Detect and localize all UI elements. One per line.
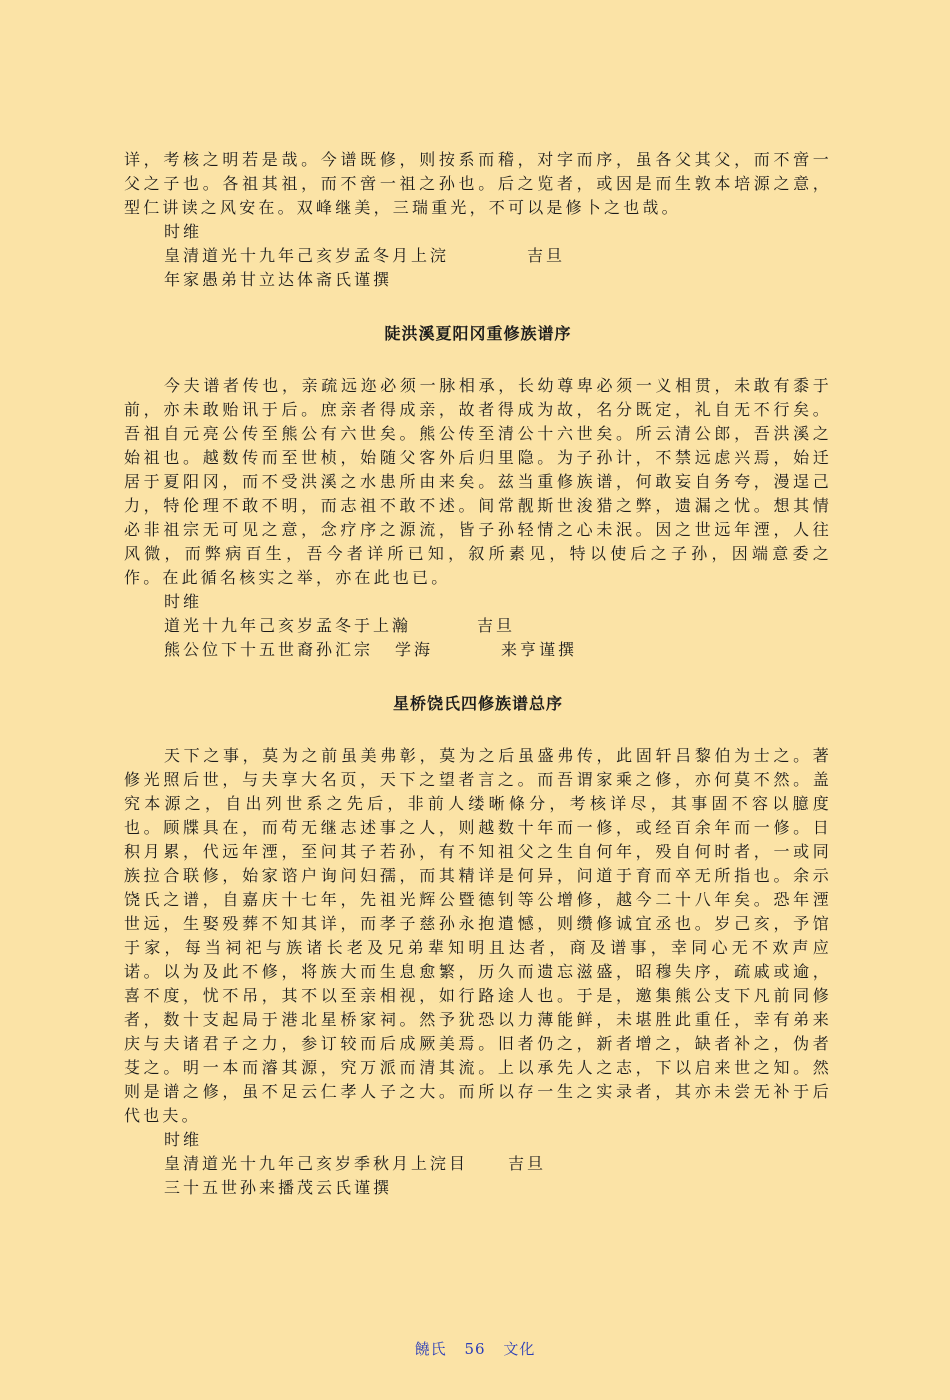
section3-author: 三十五世孙来播茂云氏谨撰 — [164, 1178, 393, 1197]
section3-date-text: 皇清道光十九年己亥岁季秋月上浣目 — [164, 1154, 469, 1173]
section2-author — [124, 638, 832, 662]
section2-author-a: 熊公位下十五世裔孙汇宗 — [164, 640, 374, 659]
section3-body: 天下之事，莫为之前虽美弗彰，莫为之后虽盛弗传，此固轩吕黎伯为士之。著修光照后世，与夫享大名页，天下之望者言之。而吾谓家乘之修，亦何莫不然。盖究本源之，自出列世系之先后，非前人缕晰條分，考核详尽，其事固不容以臆度也。顾牒具在，而苟无继志述事之人，则越数十年而一修，或经百余年而一修。日积月累，代远年湮，至问其子若孙，有不知祖父之生自何年，殁自何时者，一或同族拉合联修，始家谘户询问妇孺，而其精详是何异，问道于育而卒无所指也。余示饶氏之谱，自嘉庆十七年，先祖光辉公暨德钊等公增修，越今二十八年矣。恐年湮世远，生娶殁葬不知其详，而孝子慈孙永抱遣憾，则缵修诚宜丞也。岁己亥，予馆于家，每当祠祀与族诸长老及兄弟辈知明且达者，商及谱事，幸同心无不欢声应诺。以为及此不修，将族大而生息愈繁，历久而遗忘滋盛，昭穆失序，疏戚或逾，喜不度，忧不吊，其不以至亲相视，如行路途人也。于是，邀集熊公支下凡前同修者，数十支起局于港北星桥家祠。然予犹恐以力薄能鲜，未堪胜此重任，幸有弟来庆与夫诸君子之力，参订较而后成厥美焉。旧者仍之，新者增之，缺者补之，伪者芟之。明一本而濬其源，究万派而清其流。上以承先人之志，下以启来世之知。然则是谱之修，虽不足云仁孝人子之大。而所以存一生之实录者，其亦未尝无补于后代也夫。 — [124, 746, 832, 1125]
section1-date-text: 皇清道光十九年己亥岁孟冬月上浣 — [164, 246, 450, 265]
section1-shiwei: 时维 — [164, 222, 203, 241]
section2-shiwei: 时维 — [164, 592, 203, 611]
section2-body: 今夫谱者传也，亲疏远迩必须一脉相承，长幼尊卑必须一义相贯，未敢有黍于前，亦未敢贻讯于后。庶亲者得成亲，故者得成为故，名分既定，礼自无不行矣。吾祖自元亮公传至熊公有六世矣。熊公传至清公十六世矣。所云清公郎，吾洪溪之始祖也。越数传而至世桢，始随父客外后归里隐。为子孙计，不禁远虑兴焉，始迁居于夏阳冈，而不受洪溪之水患所由来矣。兹当重修族谱，何敢妄自务夸，漫逞己力，特伦理不敢不明，而志祖不敢不述。间常靓斯世浚猎之弊，遗漏之忧。想其情必非祖宗无可见之意，念疗序之源流，皆子孙轻情之心未泯。因之世远年湮，人往风微，而弊病百生，吾今者详所已知，叙所素见，特以使后之子孙，因端意委之作。在此循名核实之举，亦在此也已。 — [124, 376, 832, 587]
section1-date-suffix: 吉旦 — [527, 246, 566, 265]
section1-author: 年家愚弟甘立达体斋氏谨撰 — [164, 270, 393, 289]
section2-author-c: 来亨谨撰 — [501, 640, 578, 659]
page-content — [124, 148, 832, 1200]
footer-right: 文化 — [503, 1340, 536, 1358]
section1-body: 详，考核之明若是哉。今谱既修，则按系而稽，对字而序，虽各父其父，而不啻一父之子也。各祖其祖，而不啻一祖之孙也。后之览者，或因是而生敦本培源之意，型仁讲读之风安在。双峰继美，三瑞重光，不可以是修卜之也哉。 — [124, 150, 832, 217]
section3-date-suffix: 吉旦 — [508, 1154, 547, 1173]
section1-date — [124, 244, 832, 268]
section2-author-b: 学海 — [395, 640, 434, 659]
section2-date — [124, 614, 832, 638]
section2-date-text: 道光十九年己亥岁孟冬于上瀚 — [164, 616, 412, 635]
section3-title: 星桥饶氏四修族谱总序 — [392, 694, 563, 713]
section2-title: 陡洪溪夏阳冈重修族谱序 — [384, 324, 572, 343]
section3-shiwei: 时维 — [164, 1130, 203, 1149]
page-footer — [0, 1338, 950, 1359]
section3-date — [124, 1152, 832, 1176]
section2-date-suffix: 吉旦 — [477, 616, 516, 635]
footer-left: 饒氏 — [414, 1340, 447, 1358]
page-number: 56 — [464, 1340, 486, 1358]
